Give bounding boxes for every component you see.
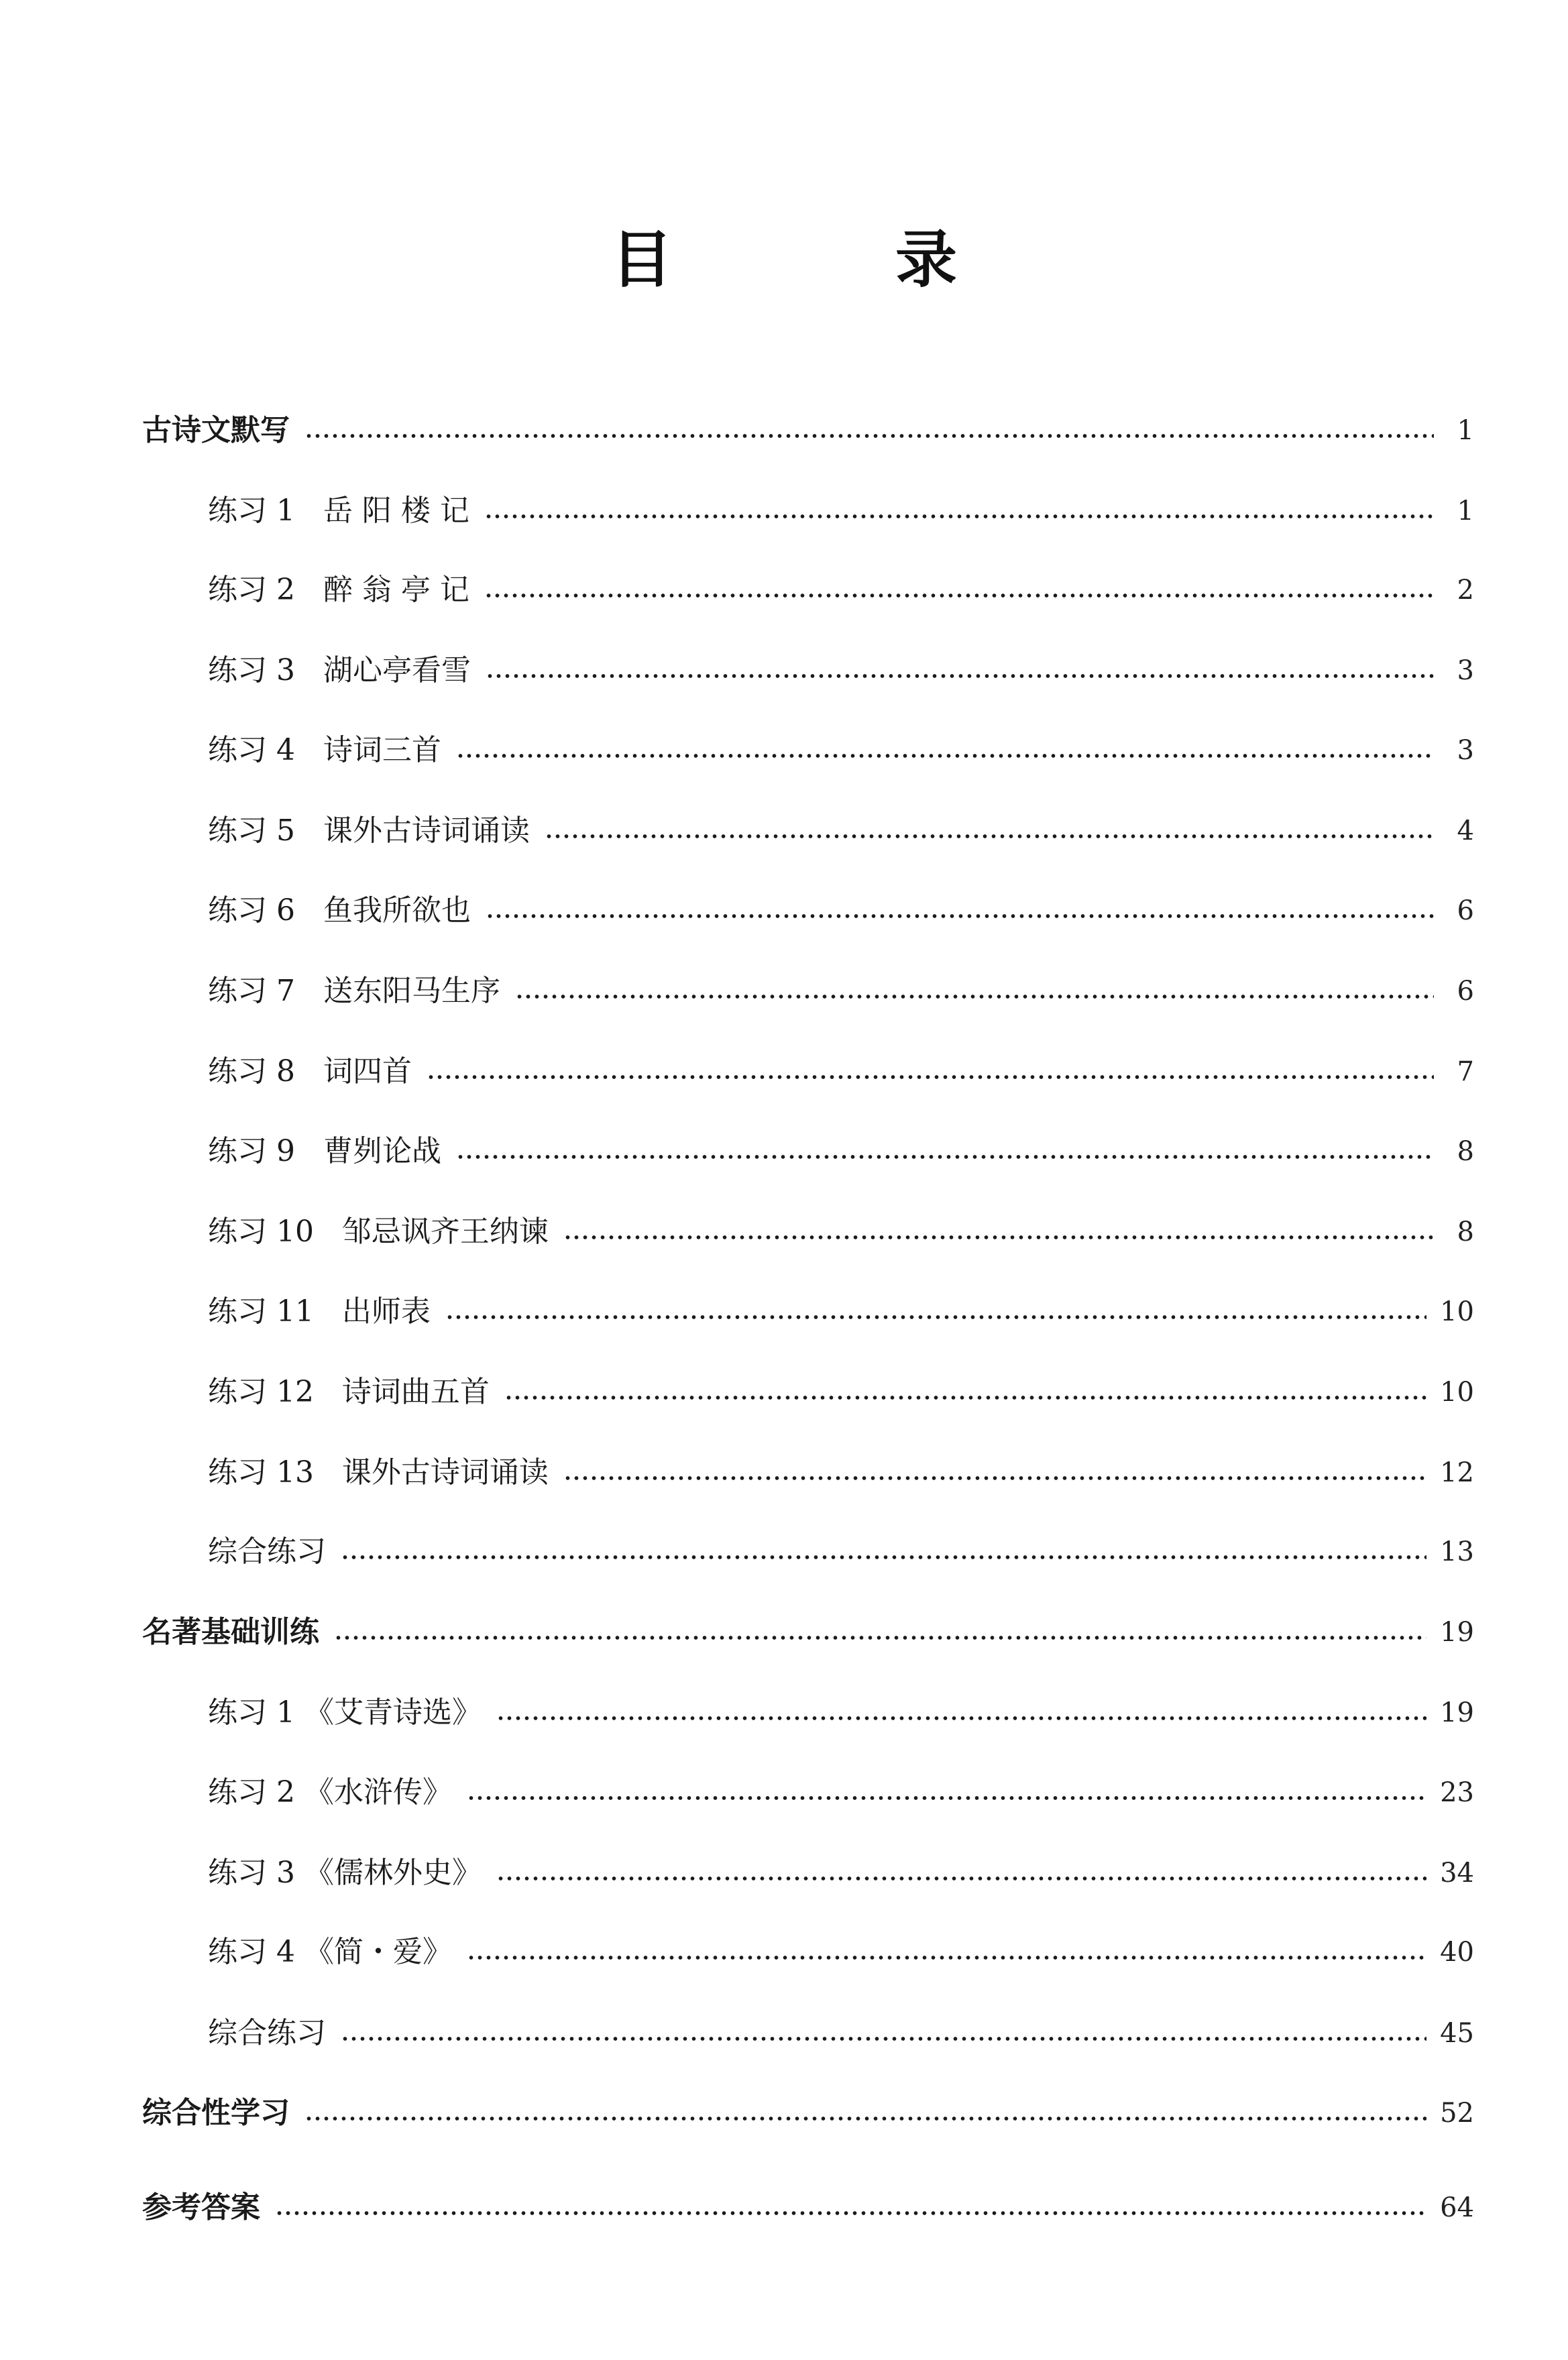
dot-leader — [496, 1715, 1426, 1722]
toc-entry-title: 练习 13 课外古诗词诵读 — [208, 1455, 549, 1490]
toc-entry[interactable] — [0, 1922, 1568, 1982]
dot-leader — [341, 2035, 1426, 2042]
dot-leader — [304, 433, 1434, 439]
toc-section-entry[interactable] — [0, 1602, 1568, 1663]
toc-entry-title: 参考答案 — [142, 2190, 260, 2225]
dot-leader — [486, 913, 1434, 919]
toc-entry-title: 练习 2 《水浒传》 — [208, 1775, 452, 1809]
toc-section-entry[interactable] — [0, 2083, 1568, 2143]
toc-entry-title: 练习 10 邹忌讽齐王纳谏 — [208, 1215, 549, 1249]
toc-entry-title: 练习 4 《简・爱》 — [208, 1935, 452, 1969]
toc-page-number: 1 — [1457, 415, 1474, 446]
dot-leader — [563, 1234, 1434, 1241]
toc-section-entry[interactable] — [0, 400, 1568, 461]
toc-page-number: 10 — [1440, 1296, 1474, 1327]
toc-entry[interactable] — [0, 720, 1568, 781]
toc-page-number: 4 — [1457, 816, 1474, 846]
toc-page-number: 52 — [1440, 2098, 1474, 2129]
toc-page-number: 6 — [1457, 976, 1474, 1007]
toc-entry[interactable] — [0, 801, 1568, 861]
dot-leader — [515, 993, 1434, 1000]
toc-entry-title: 练习 4 诗词三首 — [208, 733, 441, 767]
toc-page-number: 19 — [1440, 1617, 1474, 1648]
toc-page-number: 45 — [1440, 2018, 1474, 2049]
toc-page-number: 13 — [1440, 1536, 1474, 1567]
toc-entry[interactable] — [0, 640, 1568, 701]
toc-entry[interactable] — [0, 1843, 1568, 1903]
dot-leader — [445, 1314, 1426, 1321]
toc-entry[interactable] — [0, 1042, 1568, 1102]
page-title: 目 录 — [610, 224, 1058, 296]
toc-entry[interactable] — [0, 881, 1568, 941]
dot-leader — [467, 1795, 1426, 1801]
dot-leader — [341, 1554, 1426, 1561]
toc-entry[interactable] — [0, 1522, 1568, 1582]
dot-leader — [496, 1875, 1426, 1882]
toc-page-number: 23 — [1440, 1777, 1474, 1808]
toc-page-number: 12 — [1440, 1457, 1474, 1488]
toc-page-number: 7 — [1457, 1056, 1474, 1087]
toc-entry[interactable] — [0, 1202, 1568, 1262]
toc-page-number: 8 — [1457, 1217, 1474, 1247]
toc-page-number: 3 — [1457, 655, 1474, 686]
dot-leader — [484, 513, 1434, 520]
toc-entry-title: 练习 9 曹刿论战 — [208, 1134, 441, 1168]
toc-entry-title: 练习 11 出师表 — [208, 1294, 431, 1329]
toc-entry-title: 综合练习 — [208, 2016, 326, 2050]
toc-entry[interactable] — [0, 961, 1568, 1021]
toc-entry[interactable] — [0, 481, 1568, 541]
dot-leader — [484, 592, 1434, 599]
toc-entry-title: 古诗文默写 — [142, 413, 290, 447]
dot-leader — [456, 752, 1434, 759]
toc-page-number: 1 — [1457, 496, 1474, 526]
toc-entry[interactable] — [0, 1282, 1568, 1342]
toc-entry[interactable] — [0, 1362, 1568, 1422]
toc-entry[interactable] — [0, 1443, 1568, 1503]
dot-leader — [334, 1634, 1426, 1641]
toc-section-entry[interactable] — [0, 2178, 1568, 2238]
toc-entry-title: 综合练习 — [208, 1534, 326, 1569]
toc-page-number: 10 — [1440, 1377, 1474, 1408]
toc-entry[interactable] — [0, 1683, 1568, 1743]
dot-leader — [427, 1074, 1434, 1080]
dot-leader — [563, 1475, 1426, 1481]
dot-leader — [456, 1154, 1434, 1160]
toc-page-number: 3 — [1457, 735, 1474, 766]
toc-entry-title: 练习 3 湖心亭看雪 — [208, 653, 471, 687]
toc-page-number: 40 — [1440, 1937, 1474, 1968]
toc-entry[interactable] — [0, 560, 1568, 620]
toc-entry-title: 综合性学习 — [142, 2096, 290, 2130]
toc-page-number: 6 — [1457, 895, 1474, 926]
toc-entry-title: 练习 12 诗词曲五首 — [208, 1375, 490, 1409]
toc-page-number: 8 — [1457, 1136, 1474, 1167]
toc-entry[interactable] — [0, 2003, 1568, 2064]
toc-entry[interactable] — [0, 1762, 1568, 1823]
toc-page-number: 34 — [1440, 1858, 1474, 1889]
toc-page-number: 19 — [1440, 1697, 1474, 1728]
toc-page-number: 2 — [1457, 575, 1474, 606]
toc-entry-title: 练习 3 《儒林外史》 — [208, 1856, 482, 1890]
toc-entry-title: 练习 7 送东阳马生序 — [208, 974, 500, 1008]
toc-entry[interactable] — [0, 1121, 1568, 1182]
toc-entry-title: 练习 2 醉 翁 亭 记 — [208, 573, 469, 607]
toc-entry-title: 练习 1 《艾青诗选》 — [208, 1695, 482, 1730]
table-of-contents — [0, 402, 1568, 2280]
dot-leader — [486, 673, 1434, 679]
dot-leader — [304, 2115, 1426, 2122]
toc-entry-title: 练习 5 课外古诗词诵读 — [208, 813, 530, 848]
toc-entry-title: 练习 8 词四首 — [208, 1054, 412, 1088]
dot-leader — [467, 1954, 1426, 1961]
dot-leader — [504, 1394, 1426, 1401]
toc-page-number: 64 — [1440, 2192, 1474, 2223]
dot-leader — [545, 833, 1434, 840]
dot-leader — [275, 2210, 1426, 2216]
toc-entry-title: 名著基础训练 — [142, 1615, 319, 1649]
toc-entry-title: 练习 6 鱼我所欲也 — [208, 893, 471, 928]
toc-entry-title: 练习 1 岳 阳 楼 记 — [208, 494, 469, 528]
